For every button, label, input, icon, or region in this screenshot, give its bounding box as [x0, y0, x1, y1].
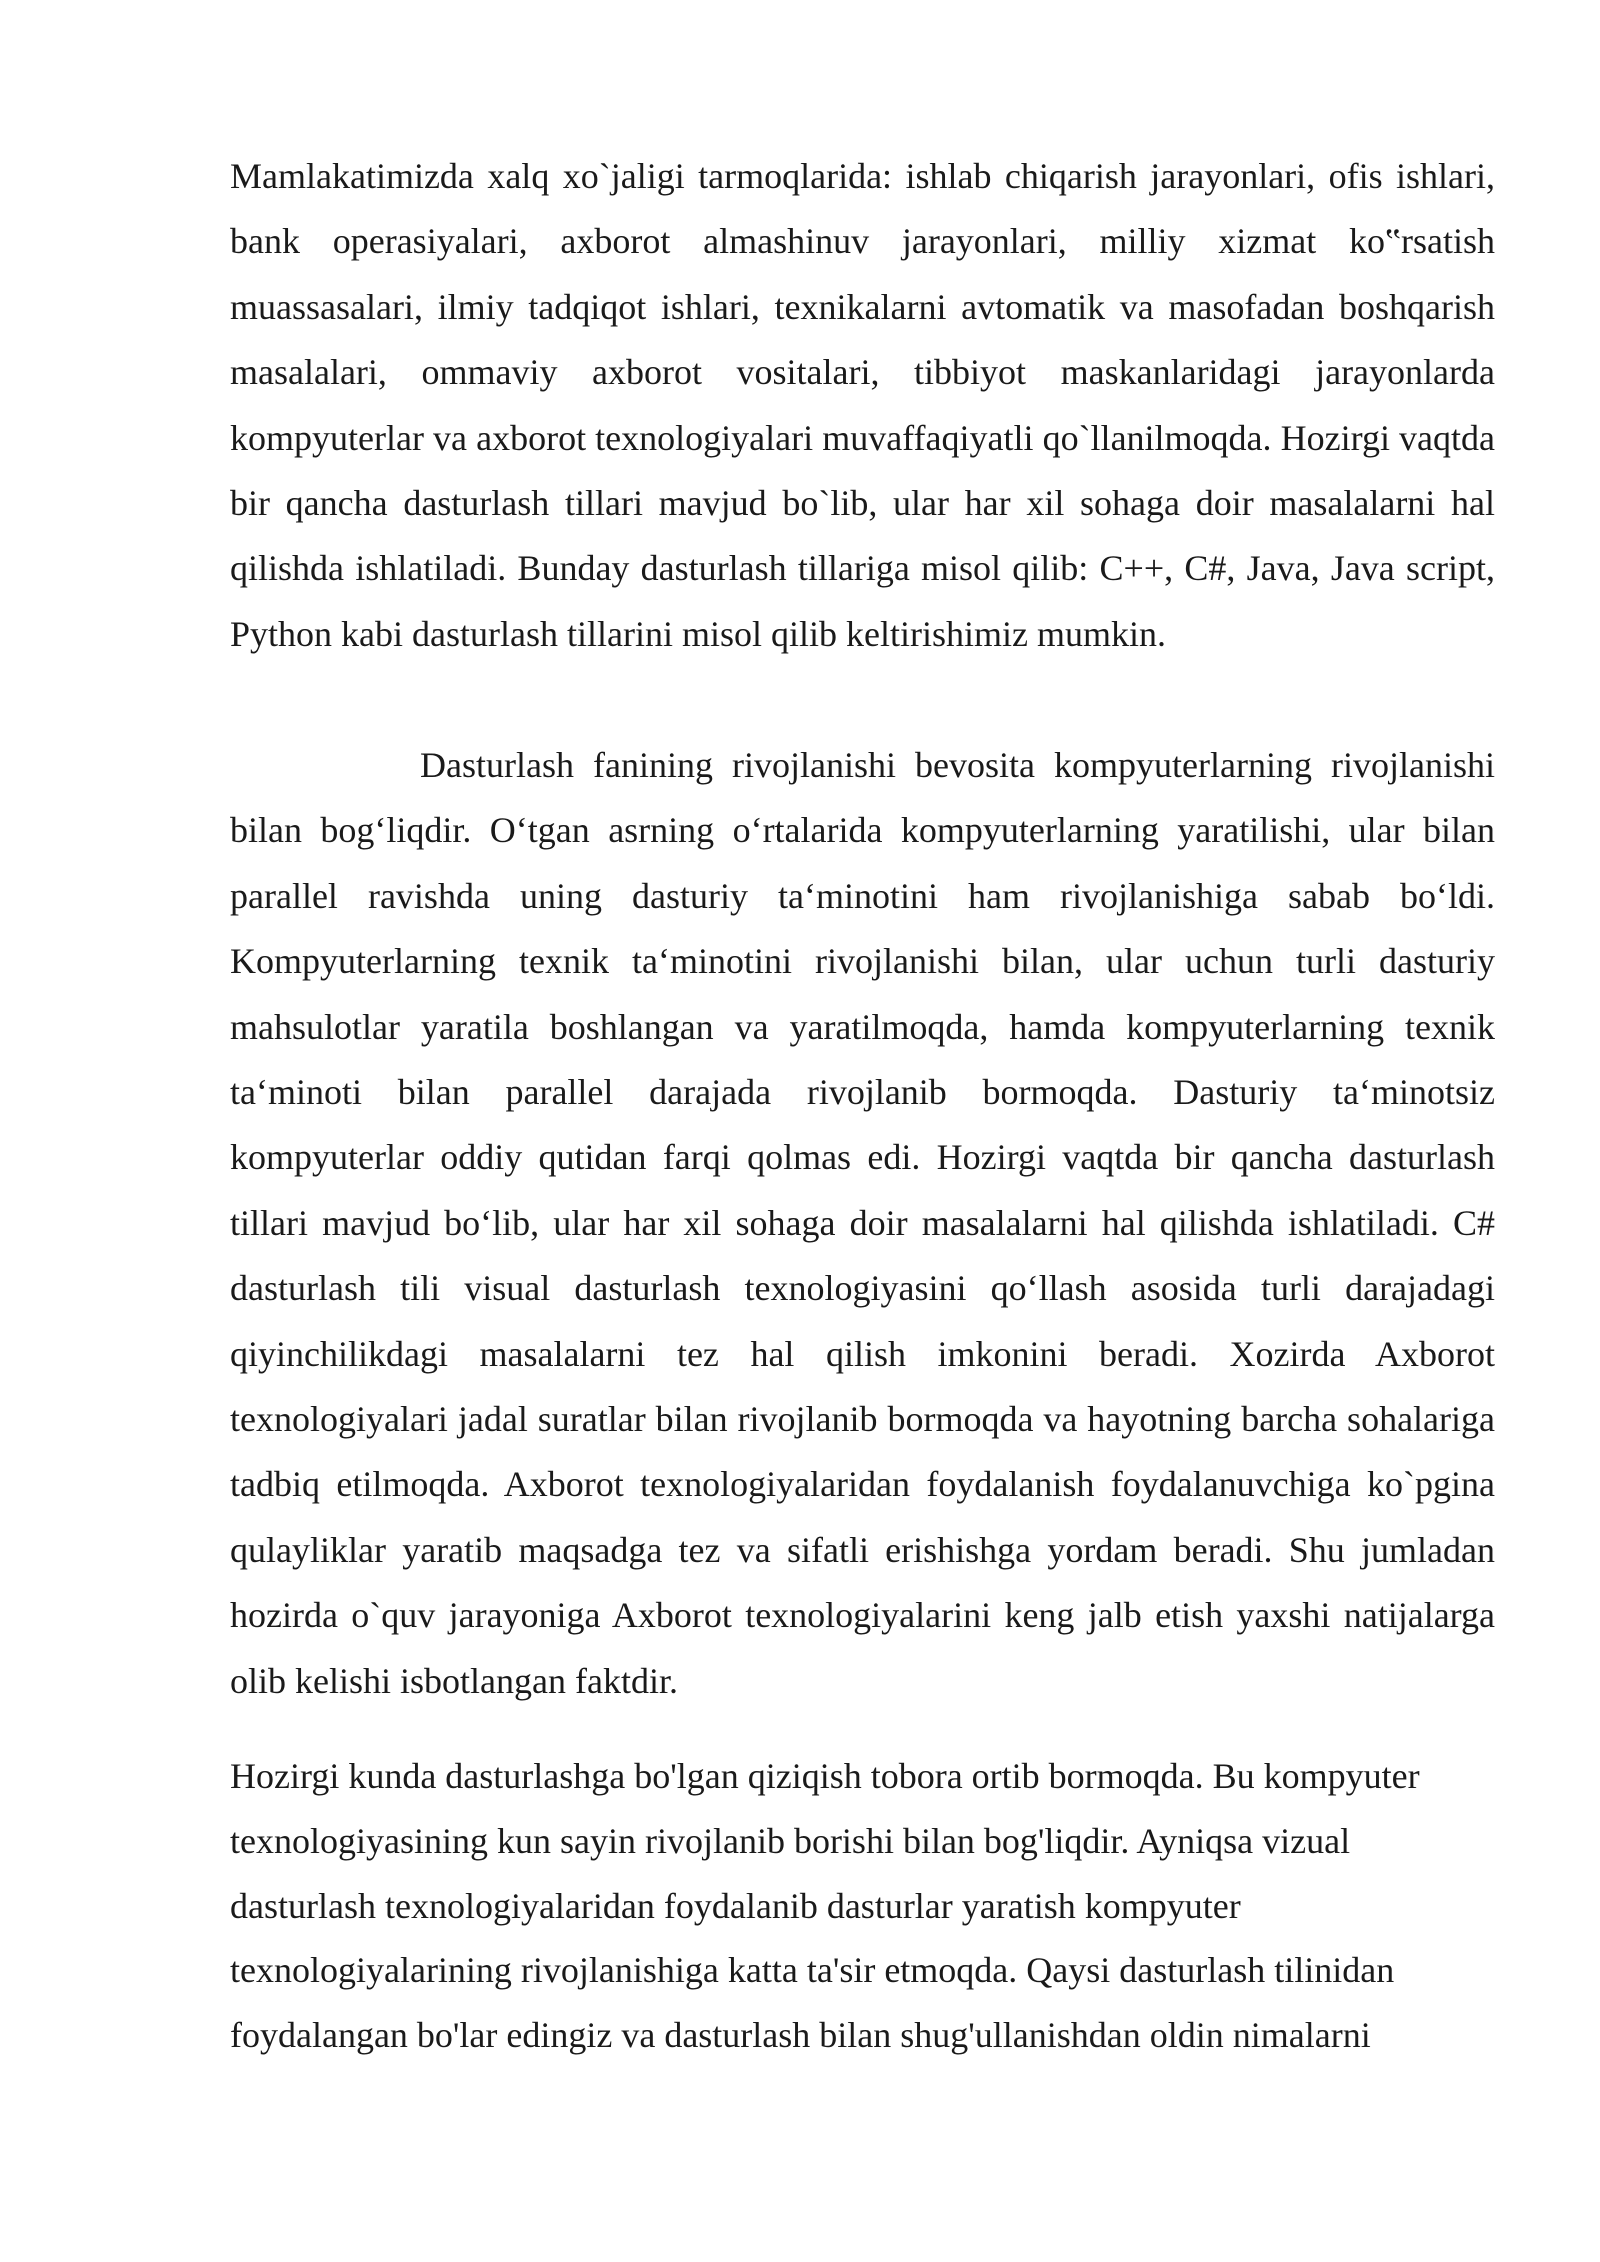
paragraph-programming-history [230, 733, 1495, 1714]
paragraph-interest-in-programming [230, 1744, 1495, 2068]
text-line: foydalangan bo'lar edingiz va dasturlash bilan shug'ullanishdan oldin nimalarni [230, 2015, 1371, 2056]
paragraph-programming-history-text: Dasturlash fanining rivojlanishi bevosita kompyuterlarning rivojlanishi bilan bog‘liqdir. O‘tgan asrning o‘rtalarida kompyuterlarning yaratilishi, ular bilan parallel ravishda uning dasturiy ta‘minotini ham rivojlanishiga sabab bo‘ldi. Kompyuterlarning texnik ta‘minotini rivojlanishi bilan, ular uchun turli dasturiy mahsulotlar yaratila boshlangan va yaratilmoqda, hamda kompyuterlarning texnik ta‘minoti bilan parallel darajada rivojlanib bormoqda. Dasturiy ta‘minotsiz kompyuterlar oddiy qutidan farqi qolmas edi. Hozirgi vaqtda bir qancha dasturlash tillari mavjud bo‘lib, ular har xil sohaga doir masalalarni hal qilishda ishlatiladi. C# dasturlash tili visual dasturlash texnologiyasini qo‘llash asosida turli darajadagi qiyinchilikdagi masalalarni tez hal qilish imkonini beradi. Xozirda Axborot texnologiyalari jadal suratlar bilan rivojlanib bormoqda va hayotning barcha sohalariga tadbiq etilmoqda. Axborot texnologiyalaridan foydalanish foydalanuvchiga ko`pgina qulayliklar yaratib maqsadga tez va sifatli erishishga yordam beradi. Shu jumladan hozirda o`quv jarayoniga Axborot texnologiyalarini keng jalb etish yaxshi natijalarga olib kelishi isbotlangan faktdir. [230, 745, 1495, 1701]
text-line: texnologiyalarining rivojlanishiga katta ta'sir etmoqda. Qaysi dasturlash tilinidan [230, 1950, 1395, 1991]
text-line: Hozirgi kunda dasturlashga bo'lgan qiziqish tobora ortib bormoqda. Bu kompyuter [230, 1756, 1420, 1796]
paragraph-intro: Mamlakatimizda xalq xo`jaligi tarmoqlarida: ishlab chiqarish jarayonlari, ofis ishlari, bank operasiyalari, axborot almashinuv jarayonlari, milliy xizmat ko‟rsatish muassasalari, ilmiy tadqiqot ishlari, texnikalarni avtomatik va masofadan boshqarish masalalari, ommaviy axborot vositalari, tibbiyot maskanlaridagi jarayonlarda kompyuterlar va axborot texnologiyalari muvaffaqiyatli qo`llanilmoqda. Hozirgi vaqtda bir qancha dasturlash tillari mavjud bo`lib, ular har xil sohaga doir masalalarni hal qilishda ishlatiladi. Bunday dasturlash tillariga misol qilib: C++, C#, Java, Java script, Python kabi dasturlash tillarini misol qilib keltirishimiz mumkin. [230, 156, 1495, 654]
text-line: dasturlash texnologiyalaridan foydalanib dasturlar yaratish kompyuter [230, 1885, 1241, 1926]
text-line: texnologiyasining kun sayin rivojlanib borishi bilan bog'liqdir. Ayniqsa vizual [230, 1820, 1351, 1861]
